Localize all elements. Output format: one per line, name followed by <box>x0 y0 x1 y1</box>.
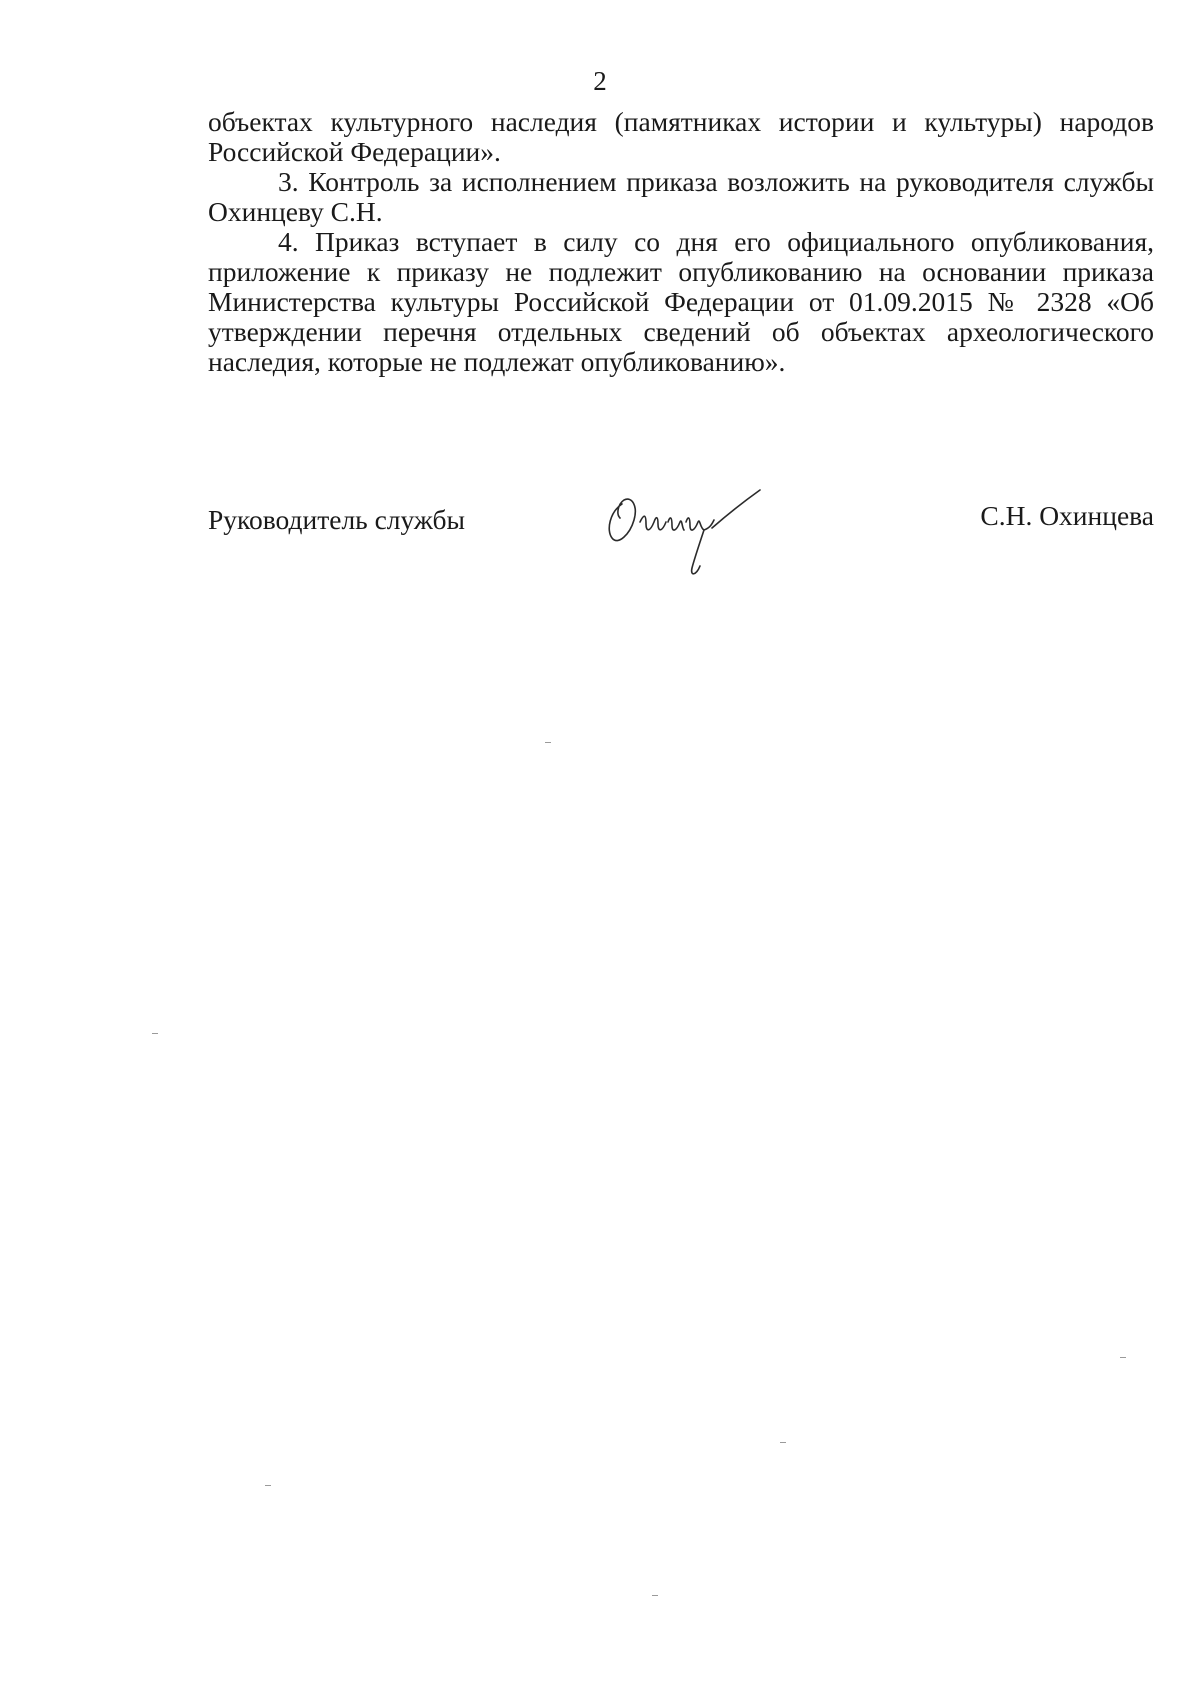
signature-block <box>208 486 1154 606</box>
page-number: 2 <box>593 66 607 96</box>
scan-speck <box>780 1442 786 1443</box>
paragraph-item-3: 3. Контроль за исполнением приказа возложить на руководителя службы Охинцеву С.Н. <box>208 166 1154 227</box>
scan-speck <box>265 1485 271 1486</box>
signatory-title: Руководитель службы <box>208 504 466 535</box>
document-body <box>208 107 1154 377</box>
scan-speck <box>652 1595 658 1596</box>
paragraph-continuation: объектах культурного наследия (памятниках истории и культуры) народов Российской Федерации». <box>208 106 1154 167</box>
signatory-name: С.Н. Охинцева <box>980 500 1154 531</box>
scan-speck <box>152 1033 158 1034</box>
scan-speck <box>1120 1357 1126 1358</box>
handwritten-signature-icon <box>600 484 780 584</box>
scan-speck <box>545 742 551 743</box>
paragraph-item-4: 4. Приказ вступает в силу со дня его официального опубликования, приложение к приказу не подлежит опубликованию на основании приказа Министерства культуры Российской Федерации от 01.09.2015 № 2328 «Об утверждении перечня отдельных сведений об объектах археологического наследия, которые не подлежат опубликованию». <box>208 226 1154 377</box>
